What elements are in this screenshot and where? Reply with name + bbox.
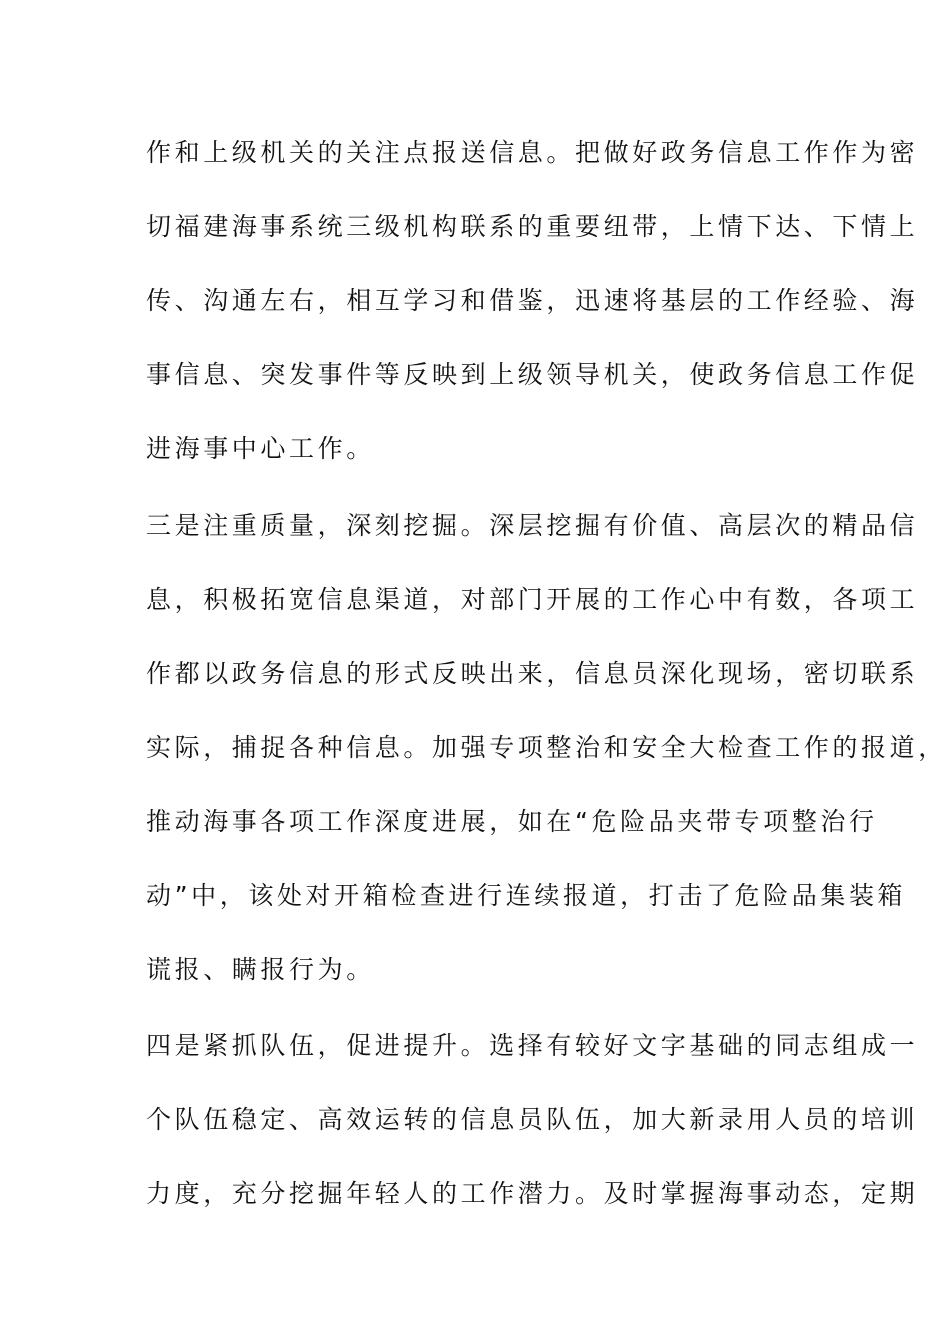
text-line: 谎报、瞒报行为。 bbox=[146, 955, 375, 984]
text-line: 事信息、突发事件等反映到上级领导机关，使政务信息工作促 bbox=[146, 360, 919, 389]
text-line: 力度，充分挖掘年轻人的工作潜力。及时掌握海事动态，定期 bbox=[146, 1179, 919, 1208]
text-line: 作都以政务信息的形式反映出来，信息员深化现场，密切联系 bbox=[146, 659, 919, 688]
text-line: 息，积极拓宽信息渠道，对部门开展的工作心中有数，各项工 bbox=[146, 585, 919, 614]
text-line: 动”中，该处对开箱检查进行连续报道，打击了危险品集装箱 bbox=[146, 881, 907, 910]
text-line: 推动海事各项工作深度进展，如在“危险品夹带专项整治行 bbox=[146, 807, 878, 836]
text-line: 切福建海事系统三级机构联系的重要纽带，上情下达、下情上 bbox=[146, 212, 919, 241]
text-line: 作和上级机关的关注点报送信息。把做好政务信息工作作为密 bbox=[146, 138, 919, 167]
text-line: 实际，捕捉各种信息。加强专项整治和安全大检查工作的报道， bbox=[146, 733, 947, 762]
text-line: 四是紧抓队伍，促进提升。选择有较好文字基础的同志组成一 bbox=[146, 1031, 919, 1060]
text-line: 传、沟通左右，相互学习和借鉴，迅速将基层的工作经验、海 bbox=[146, 286, 919, 315]
text-line: 三是注重质量，深刻挖掘。深层挖掘有价值、高层次的精品信 bbox=[146, 511, 919, 540]
text-line: 进海事中心工作。 bbox=[146, 434, 375, 463]
text-line: 个队伍稳定、高效运转的信息员队伍，加大新录用人员的培训 bbox=[146, 1105, 919, 1134]
